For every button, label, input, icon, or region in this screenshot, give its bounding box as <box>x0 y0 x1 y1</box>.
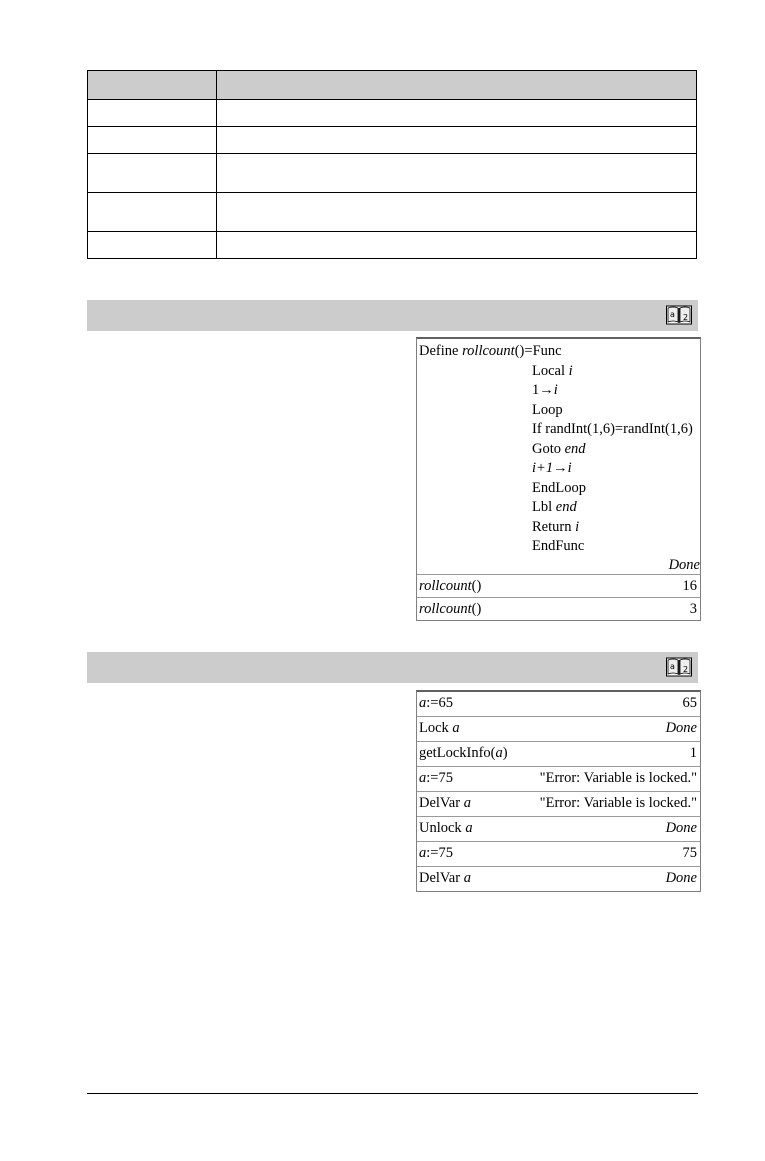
history-row[interactable] <box>417 692 700 716</box>
entry-result: 65 <box>682 695 697 711</box>
table-cell <box>88 127 217 154</box>
program-line: EndLoop <box>532 480 586 496</box>
entry-expression: Unlock a <box>419 820 473 836</box>
reference-table <box>87 70 697 259</box>
table-row <box>88 193 697 232</box>
table-cell <box>88 193 217 232</box>
func-keyword: =Func <box>524 343 562 359</box>
entry-expression: rollcount() <box>419 601 482 617</box>
entry-expression: rollcount() <box>419 578 482 594</box>
program-line: Local i <box>532 363 573 379</box>
entry-result: 1 <box>689 745 697 761</box>
entry-expression: a:=75 <box>419 770 453 786</box>
entry-expression: DelVar a <box>419 870 471 886</box>
table-row <box>88 154 697 193</box>
table-cell <box>217 100 697 127</box>
program-line: EndFunc <box>532 538 585 554</box>
history-row[interactable] <box>417 791 700 816</box>
history-row[interactable] <box>417 816 700 841</box>
entry-expression: DelVar a <box>419 795 471 811</box>
program-line: Return i <box>532 519 580 535</box>
svg-text:2: 2 <box>683 313 689 322</box>
table-cell <box>217 193 697 232</box>
book-icon[interactable] <box>666 305 692 325</box>
table-cell <box>217 71 697 100</box>
entry-result: "Error: Variable is locked." <box>539 795 697 811</box>
program-definition <box>417 339 700 574</box>
history-row[interactable] <box>417 841 700 866</box>
entry-result: Done <box>665 870 697 886</box>
program-line: Lbl end <box>532 499 577 515</box>
table-cell <box>88 232 217 259</box>
history-row[interactable] <box>417 766 700 791</box>
program-line: i+1→i <box>532 460 572 476</box>
function-name: rollcount <box>462 343 515 359</box>
table-row <box>88 127 697 154</box>
entry-expression: Lock a <box>419 720 460 736</box>
table-cell <box>217 154 697 193</box>
program-line: Goto end <box>532 441 586 457</box>
entry-result: 3 <box>689 601 697 617</box>
entry-result: "Error: Variable is locked." <box>539 770 697 786</box>
entry-result: 16 <box>682 578 697 594</box>
calculator-panel-lock <box>416 690 701 892</box>
program-line: If randInt(1,6)=randInt(1,6) <box>532 421 693 437</box>
history-row[interactable] <box>417 741 700 766</box>
entry-result: Done <box>665 820 697 836</box>
parentheses: () <box>514 343 525 359</box>
section-header-bar <box>87 652 698 683</box>
define-keyword: Define <box>419 343 463 359</box>
result-done: Done <box>668 557 700 573</box>
entry-result: 75 <box>682 845 697 861</box>
table-row <box>88 100 697 127</box>
table-cell <box>217 127 697 154</box>
table-cell <box>88 154 217 193</box>
table-cell <box>88 100 217 127</box>
entry-result: Done <box>665 720 697 736</box>
table-cell <box>217 232 697 259</box>
svg-text:a: a <box>670 310 675 319</box>
entry-expression: a:=75 <box>419 845 453 861</box>
svg-text:a: a <box>670 662 675 671</box>
history-row[interactable] <box>417 866 700 891</box>
entry-expression: a:=65 <box>419 695 453 711</box>
history-row[interactable] <box>417 716 700 741</box>
book-icon[interactable] <box>666 657 692 677</box>
define-line <box>419 343 562 360</box>
section-header-bar <box>87 300 698 331</box>
table-header-row <box>88 71 697 100</box>
calculator-panel-rollcount <box>416 337 701 621</box>
entry-expression: getLockInfo(a) <box>419 745 508 761</box>
svg-text:2: 2 <box>683 665 689 674</box>
program-line: 1→i <box>532 382 558 398</box>
history-row[interactable] <box>417 597 700 620</box>
table-row <box>88 232 697 259</box>
program-line: Loop <box>532 402 563 418</box>
footer-rule <box>87 1093 698 1094</box>
history-row[interactable] <box>417 574 700 597</box>
table-cell <box>88 71 217 100</box>
